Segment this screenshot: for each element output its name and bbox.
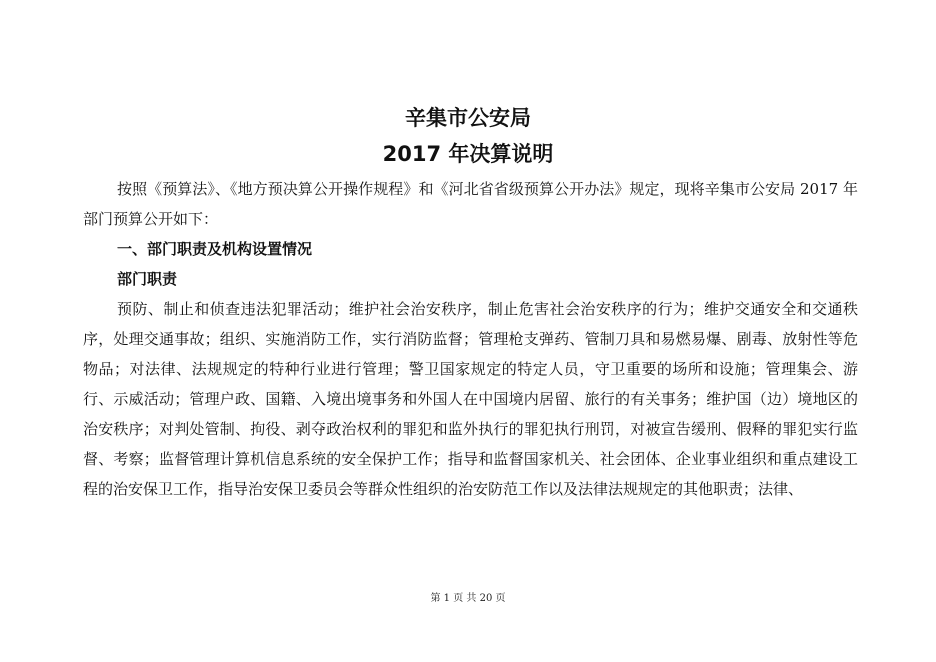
section-heading: 一、部门职责及机构设置情况	[117, 240, 313, 258]
subsection-heading: 部门职责	[117, 270, 178, 288]
intro-paragraph: 按照《预算法》、《地方预决算公开操作规程》和《河北省省级预算公开办法》规定，现将辛集市公安局 2017 年部门预算公开如下：	[83, 180, 858, 228]
document-title: 辛集市公安局	[405, 106, 531, 130]
document-subtitle: 2017 年决算说明	[382, 142, 554, 166]
page-number: 第 1 页 共 20 页	[430, 593, 506, 604]
duties-paragraph: 预防、制止和侦查违法犯罪活动；维护社会治安秩序，制止危害社会治安秩序的行为；维护交通安全和交通秩序，处理交通事故；组织、实施消防工作，实行消防监督；管理枪支弹药、管制刀具和易燃易爆、剧毒、放射性等危物品；对法律、法规规定的特种行业进行管理；警卫国家规定的特定人员，守卫重要的场所和设施；管理集会、游行、示威活动；管理户政、国籍、入境出境事务和外国人在中国境内居留、旅行的有关事务；维护国（边）境地区的治安秩序；对判处管制、拘役、剥夺政治权利的罪犯和监外执行的罪犯执行刑罚，对被宣告缓刑、假释的罪犯实行监督、考察；监督管理计算机信息系统的安全保护工作；指导和监督国家机关、社会团体、企业事业组织和重点建设工程的治安保卫工作，指导治安保卫委员会等群众性组织的治安防范工作以及法律法规规定的其他职责；法律、	[83, 300, 858, 498]
